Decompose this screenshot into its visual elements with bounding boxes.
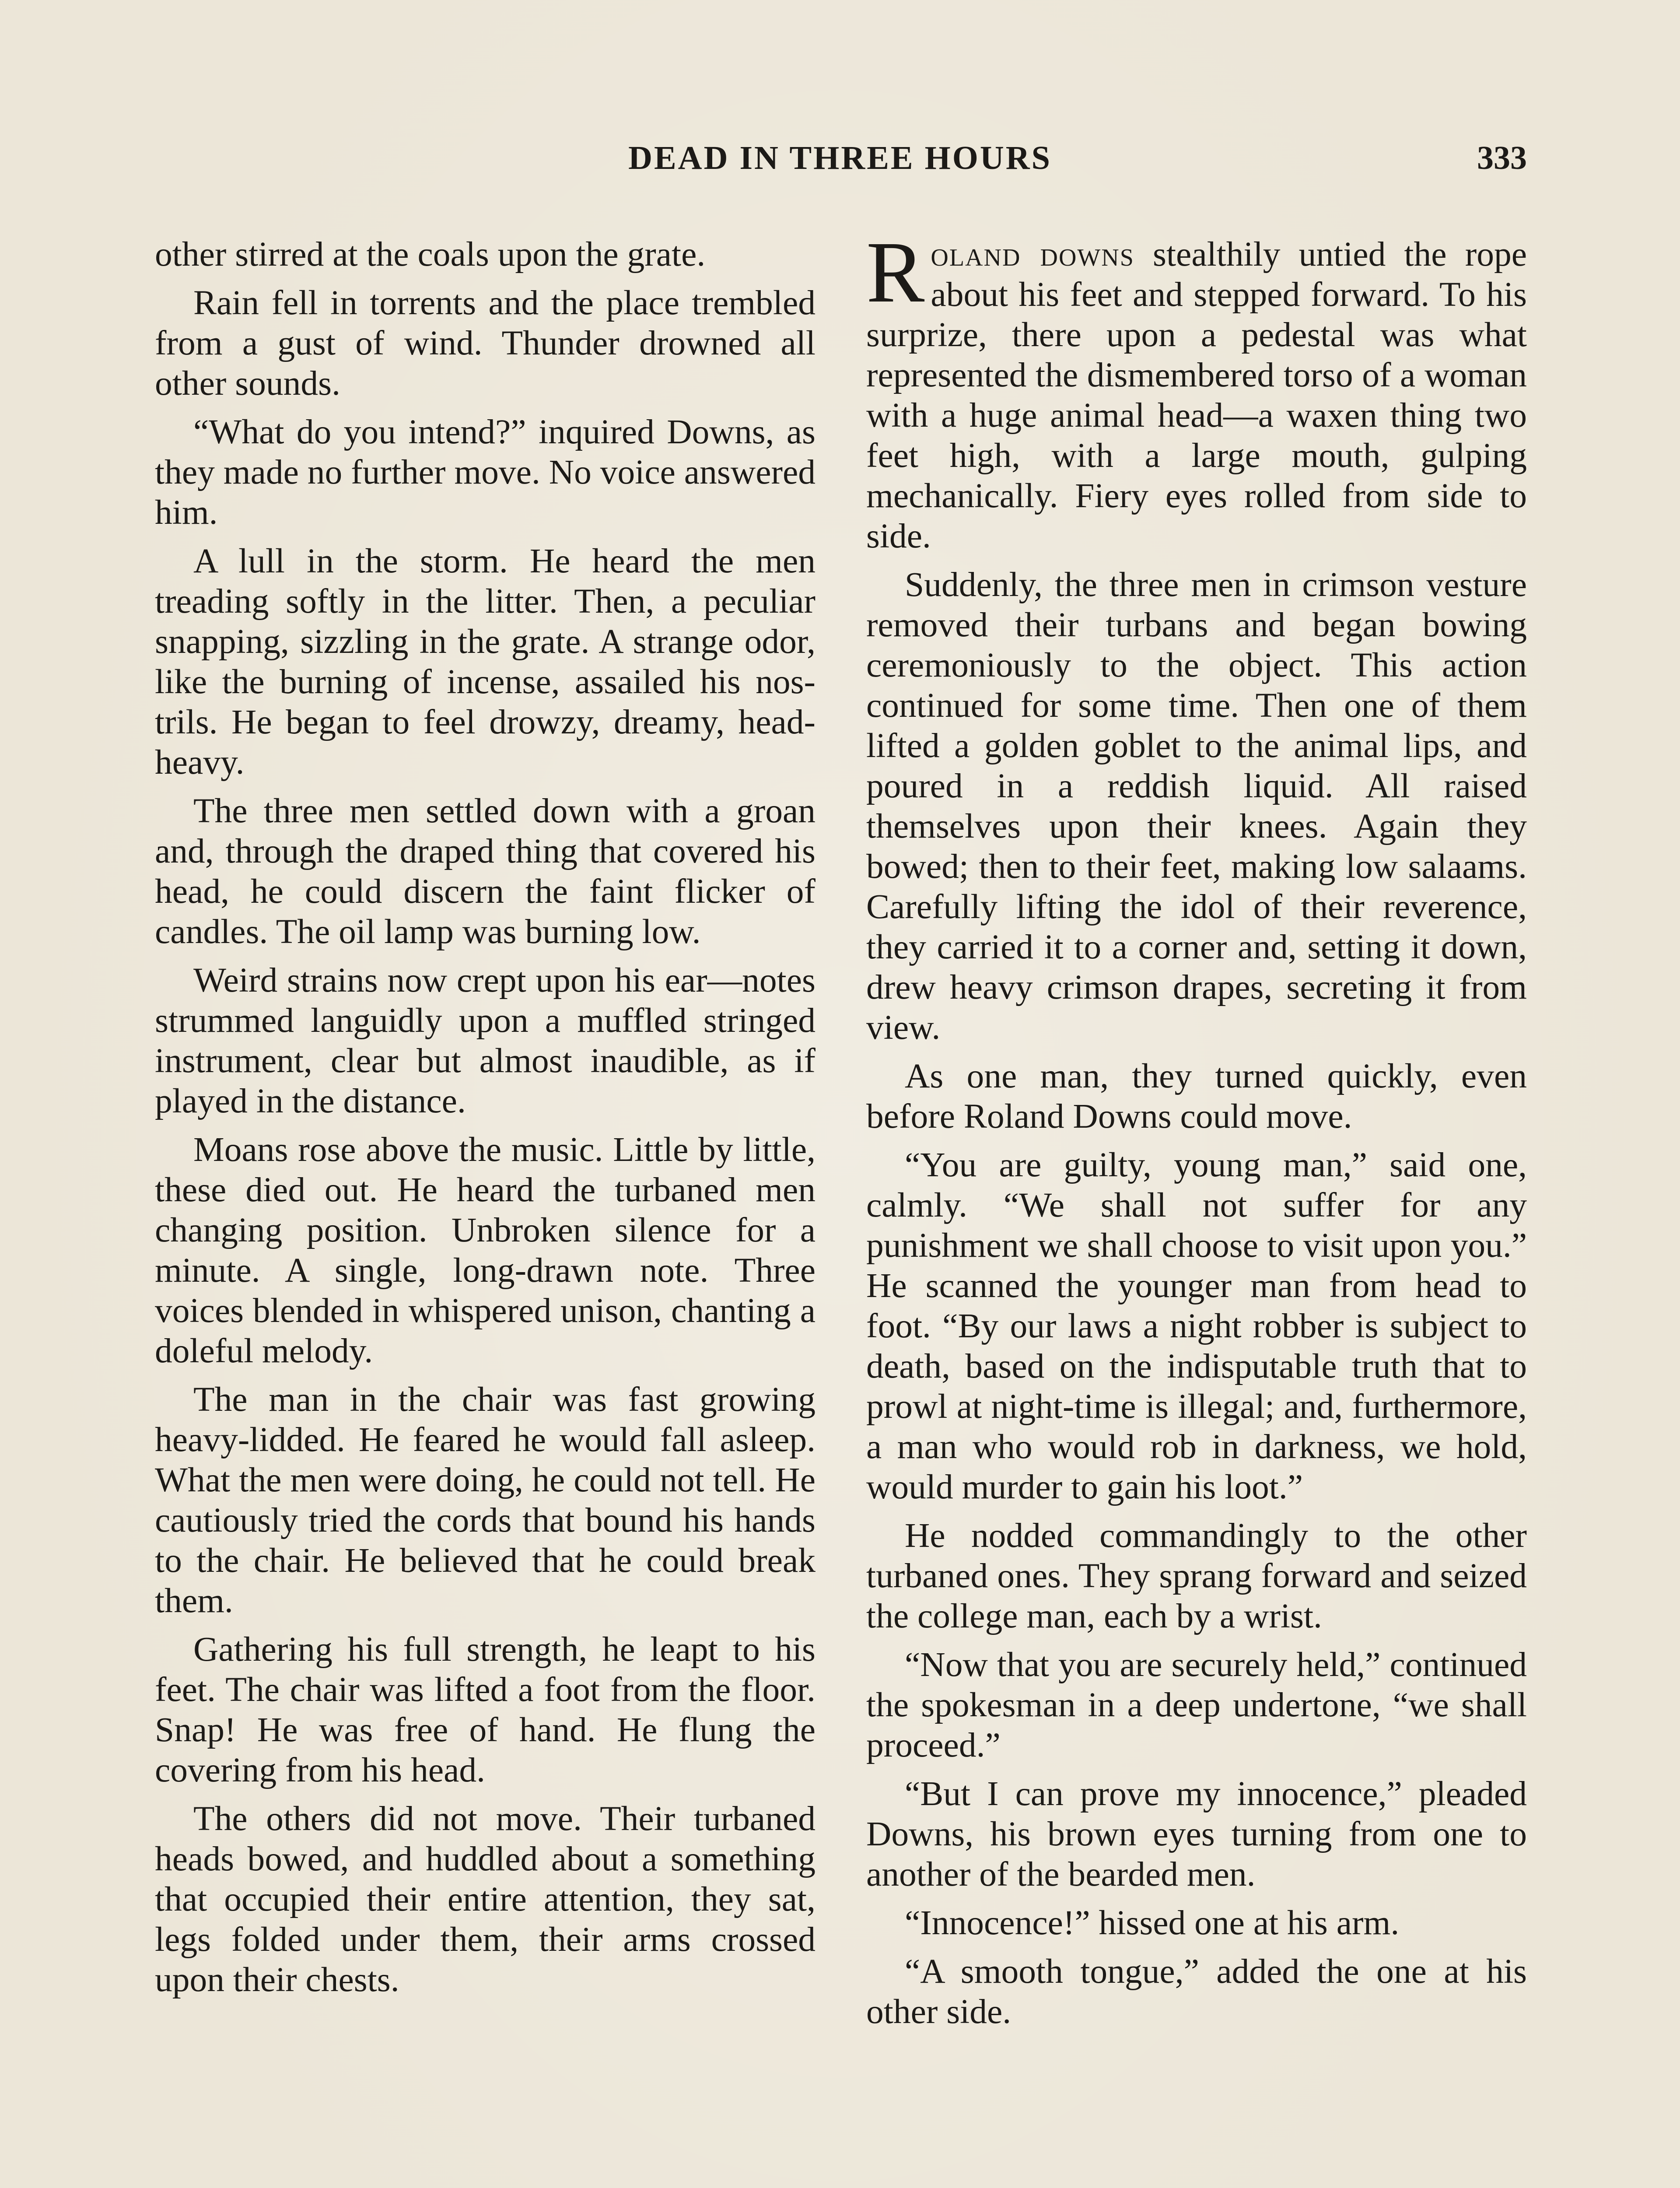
paragraph: “But I can prove my innocence,” pleaded Downs, his brown eyes turning from one to another of the bearded men. [866,1774,1527,1893]
paragraph: A lull in the storm. He heard the men treading softly in the litter. Then, a peculiar snapping, sizzling in the grate. A strange odor, like the burning of incense, assailed his nostrils. He began to feel drowzy, dreamy, head-heavy. [155,542,816,782]
paragraph: “You are guilty, young man,” said one, calmly. “We shall not suffer for any punishment we shall choose to visit upon you.” He scanned the younger man from head to foot. “By our laws a night robber is subject to death, based on the indisputable truth that to prowl at night-time is illegal; and, furthermore, a man who would rob in darkness, we hold, would murder to gain his loot.” [866,1146,1527,1506]
paragraph: other stirred at the coals upon the grate. [155,235,706,274]
right-column [866,224,1527,2040]
left-column [155,234,816,2008]
paragraph: “Innocence!” hissed one at his arm. [905,1904,1400,1942]
page-number: 333 [1477,140,1527,176]
drop-cap: R [866,224,925,321]
paragraph: Rain fell in torrents and the place trembled from a gust of wind. Thunder drowned all other sounds. [155,284,816,403]
paragraph: The three men settled down with a groan and, through the draped thing that covered his head, he could discern the faint flicker of candles. The oil lamp was burning low. [155,792,816,951]
paragraph: “A smooth tongue,” added the one at his other side. [866,1952,1527,2031]
paragraph: Moans rose above the music. Little by little, these died out. He heard the turbaned men changing position. Unbroken silence for a minute. A single, long-drawn note. Three voices blended in whispered unison, chanting a doleful melody. [155,1130,816,1370]
opening-paragraph [866,224,1527,556]
paragraph: “What do you intend?” inquired Downs, as they made no further move. No voice answered him. [155,413,816,532]
paragraph: He nodded commandingly to the other turbaned ones. They sprang forward and seized the college man, each by a wrist. [866,1516,1527,1635]
paragraph: Suddenly, the three men in crimson vesture removed their turbans and began bowing ceremoniously to the object. This action continued for some time. Then one of them lifted a golden goblet to the animal lips, and poured in a reddish liquid. All raised themselves upon their knees. Again they bowed; then to their feet, making low salaams. Carefully lifting the idol of their reverence, they carried it to a corner and, setting it down, drew heavy crimson drapes, secreting it from view. [866,565,1527,1047]
paragraph: As one man, they turned quickly, even before Roland Downs could move. [866,1057,1527,1136]
paragraph: The others did not move. Their turbaned heads bowed, and huddled about a something that occupied their entire attention, they sat, legs folded under them, their arms crossed upon their chests. [155,1799,816,1999]
drop-cap-smallcaps: oland downs [931,235,1134,274]
opening-paragraph-text: stealthily untied the rope about his feet and stepped forward. To his surprize, there upon a pedestal was what represented the dismembered torso of a woman with a huge animal head—a waxen thing two feet high, with a large mouth, gulping mechanically. Fiery eyes rolled from side to side. [866,235,1527,555]
running-head [153,139,1527,187]
paragraph: The man in the chair was fast growing heavy-lidded. He feared he would fall asleep. What the men were doing, he could not tell. He cautiously tried the cords that bound his hands to the chair. He believed that he could break them. [155,1380,816,1620]
chapter-title: DEAD IN THREE HOURS [628,140,1052,176]
paragraph: “Now that you are securely held,” continued the spokesman in a deep undertone, “we shall proceed.” [866,1645,1527,1764]
paragraph: Weird strains now crept upon his ear—notes strummed languidly upon a muffled stringed instrument, clear but almost inaudible, as if played in the distance. [155,961,816,1120]
paragraph: Gathering his full strength, he leapt to his feet. The chair was lifted a foot from the floor. Snap! He was free of hand. He flung the covering from his head. [155,1630,816,1789]
